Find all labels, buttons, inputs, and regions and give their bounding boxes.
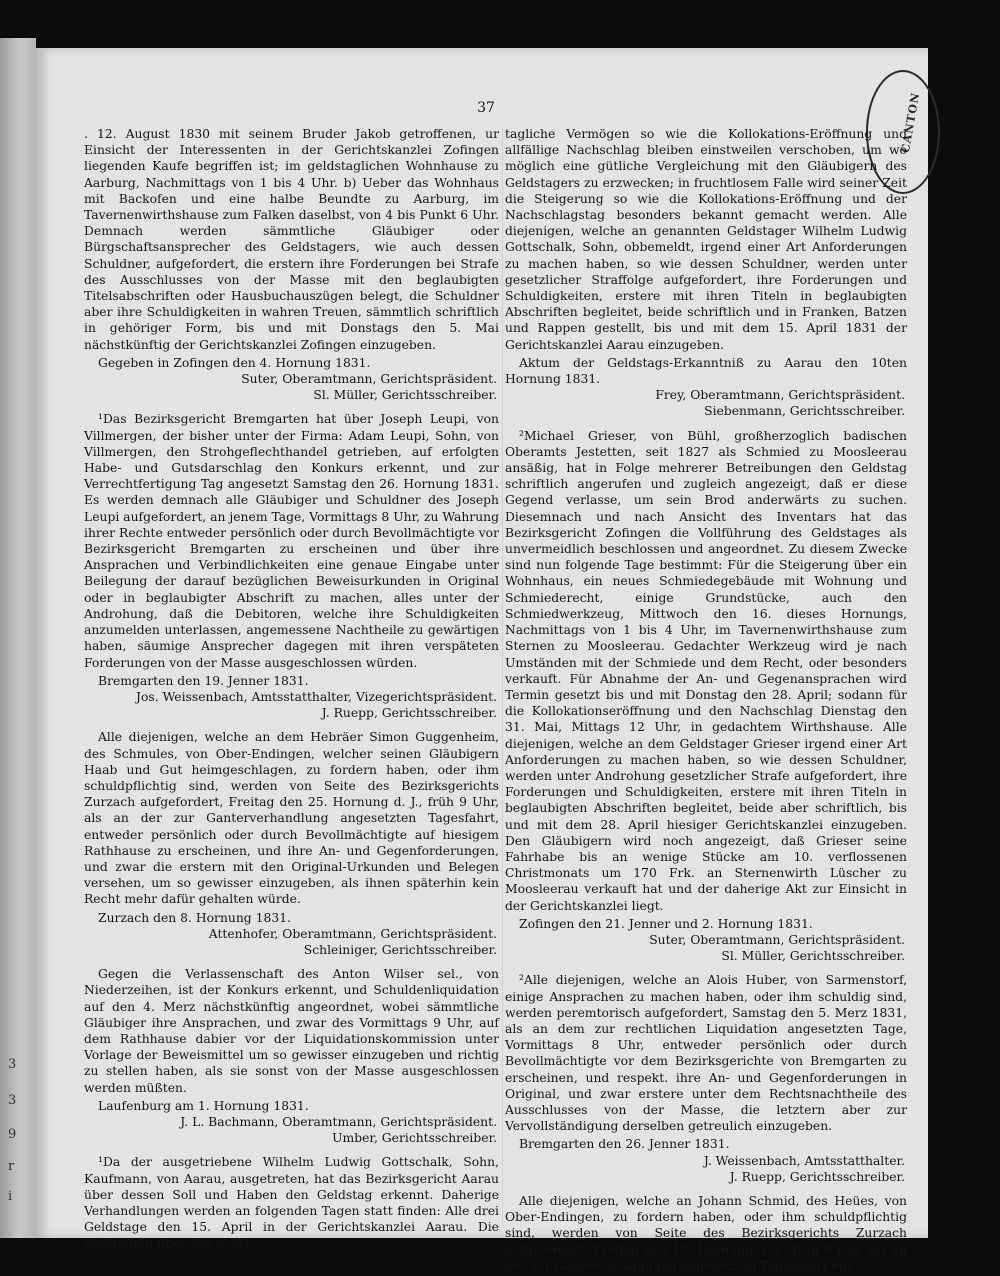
notice-signature: Sl. Müller, Gerichtsschreiber. bbox=[721, 949, 905, 964]
document-page bbox=[36, 48, 928, 1273]
notice-signature: Umber, Gerichtsschreiber. bbox=[332, 1131, 497, 1146]
notice-dateline: Bremgarten den 26. Jenner 1831. bbox=[519, 1137, 730, 1152]
notice-signature: Suter, Oberamtmann, Gerichtspräsident. bbox=[649, 932, 905, 947]
right-column bbox=[505, 126, 907, 1276]
notice-signature: J. L. Bachmann, Oberamtmann, Gerichtspräsident. bbox=[180, 1114, 497, 1129]
notice-signature: Suter, Oberamtmann, Gerichtspräsident. bbox=[241, 372, 497, 387]
notice-paragraph: ²Alle diejenigen, welche an Alois Huber, von Sarmenstorf, einige Ansprachen zu machen haben, oder ihm schuldig sind, werden peremtorisch aufgefordert, Samstag den 5. Merz 1831, als an dem zur rechtlichen Liquidation angesetzten Tage, Vormittags 8 Uhr, entweder persönlich oder durch Bevollmächtigte vor dem Bezirksgerichte von Bremgarten zu erscheinen, und respekt. ihre An- und Gegenforderungen in Original, und zwar erstere unter dem Rechtsnachtheile des Ausschlusses von der Masse, die letztern aber zur Vervollständigung derselben getreulich einzugeben. bbox=[505, 973, 907, 1134]
margin-fragment: i bbox=[8, 1189, 13, 1204]
notice-paragraph: Alle diejenigen, welche an Johann Schmid, des Heües, von Ober-Endingen, zu fordern haben, oder ihm schuldpflichtig sind, werden von Seite des Bezirksgerichts Zurzach aufgefordert, Freitag den 18. Hornung d. J., früh 9 Uhr, als an der zur Ganterverhandlung angesetzten Tagesfahrt ent- bbox=[505, 1194, 907, 1273]
notice-dateline: Gegeben in Zofingen den 4. Hornung 1831. bbox=[98, 355, 371, 370]
section-gap bbox=[505, 964, 907, 972]
notice-signature: Attenhofer, Oberamtmann, Gerichtspräsident. bbox=[208, 926, 497, 941]
notice-paragraph: Gegen die Verlassenschaft des Anton Wilser sel., von Niederzeihen, ist der Konkurs erkennt, und Schuldenliquidation auf den 4. Merz nächstkünftig angeordnet, wobei sämmtliche Gläubiger ihre Ansprachen, und zwar des Vormittags 9 Uhr, auf dem Rathhause dabier vor der Liquidationskommission unter Vorlage der Beweismittel um so gewisser einzugeben und richtig zu stellen haben, als sie sonst von der Masse ausgeschlossen werden müßten. bbox=[84, 967, 499, 1095]
notice-signature: J. Weissenbach, Amtsstatthalter. bbox=[703, 1153, 905, 1168]
stamp-text: CANTON bbox=[898, 91, 923, 154]
notice-dateline: Laufenburg am 1. Hornung 1831. bbox=[98, 1098, 309, 1113]
notice-paragraph: ¹Das Bezirksgericht Bremgarten hat über Joseph Leupi, von Villmergen, der bisher unter der Firma: Adam Leupi, Sohn, von Villmergen, den Strohgeflechthandel getrieben, auf erfolgten Habe- und Gutsdarschlag den Konkurs erkennt, und zur Verrechtfertigung Tag angesetzt Samstag den 26. Hornung 1831. Es werden demnach alle Gläubiger und Schuldner des Joseph Leupi aufgefordert, an jenem Tage, Vormittags 8 Uhr, zu Wahrung ihrer Rechte entweder persönlich oder durch Bevollmächtigte vor Bezirksgericht Bremgarten zu erscheinen und über ihre Ansprachen und Verbindlichkeiten eine genaue Eingabe unter Beilegung der darauf bezüglichen Beweisurkunden in Original oder in beglaubigter Abschrift zu machen, alles unter der Androhung, daß die Debitoren, welche ihre Schuldigkeiten anzumelden unterlassen, angemessene Nachtheile zu gewärtigen haben, säumige Ansprecher dagegen mit ihren verspäteten Forderungen von der Masse ausgeschlossen würden. bbox=[84, 412, 499, 670]
section-gap bbox=[505, 1185, 907, 1193]
notice-dateline: Bremgarten den 19. Jenner 1831. bbox=[98, 673, 309, 688]
section-gap bbox=[84, 958, 499, 966]
notice-dateline: Zurzach den 8. Hornung 1831. bbox=[98, 910, 291, 925]
notice-signature: J. Ruepp, Gerichtsschreiber. bbox=[729, 1169, 905, 1184]
adjacent-page-edge bbox=[0, 38, 36, 1238]
section-gap bbox=[84, 403, 499, 411]
notice-paragraph: tagliche Vermögen so wie die Kollokations-Eröffnung und allfällige Nachschlag bleiben einstweilen verschoben, um wo möglich eine gütliche Vergleichung mit den Gläubigern des Geldstagers zu erzwecken; in fruchtlosem Falle wird seiner Zeit die Steigerung so wie die Kollokations-Eröffnung und der Nachschlagstag besonders bekannt gemacht werden. Alle diejenigen, welche an genannten Geldstager Wilhelm Ludwig Gottschalk, Sohn, obbemeldt, irgend einer Art Anforderungen zu machen haben, so wie dessen Schuldner, werden unter gesetzlicher Straffolge aufgefordert, ihre Forderungen und Schuldigkeiten, erstere mit ihren Titeln in beglaubigten Abschriften begleitet, beide schriftlich und in Franken, Batzen und Rappen gestellt, bis und mit dem 15. April 1831 der Gerichtskanzlei Aarau einzugeben. bbox=[505, 127, 907, 352]
left-column bbox=[84, 126, 499, 1254]
section-gap bbox=[84, 1146, 499, 1154]
page-number: 37 bbox=[477, 100, 495, 116]
notice-signature: Schleiniger, Gerichtsschreiber. bbox=[303, 942, 497, 957]
margin-fragment: 3 bbox=[8, 1057, 17, 1072]
notice-dateline: Aktum der Geldstags-Erkanntniß zu Aarau den 10ten Hornung 1831. bbox=[505, 355, 907, 387]
notice-signature: Frey, Oberamtmann, Gerichtspräsident. bbox=[655, 388, 905, 403]
notice-dateline: Zofingen den 21. Jenner und 2. Hornung 1831. bbox=[519, 916, 813, 931]
notice-paragraph: ¹Da der ausgetriebene Wilhelm Ludwig Gottschalk, Sohn, Kaufmann, von Aarau, ausgetreten, hat das Bezirksgericht Aarau über dessen Soll und Haben den Geldstag erkennt. Daherige Verhandlungen werden an folgenden Tagen statt finden: Alle drei Geldstage den 15. April in der Gerichtskanzlei Aarau. Die Steigerung über das gelds- bbox=[84, 1155, 499, 1251]
section-gap bbox=[505, 420, 907, 428]
section-gap bbox=[84, 721, 499, 729]
notice-signature: J. Ruepp, Gerichtsschreiber. bbox=[321, 706, 497, 721]
notice-paragraph: Alle diejenigen, welche an dem Hebräer Simon Guggenheim, des Schmules, von Ober-Endingen, welcher seinen Gläubigern Haab und Gut heimgeschlagen, zu fordern haben, oder ihm schuldpflichtig sind, werden von Seite des Bezirksgerichts Zurzach aufgefordert, Freitag den 25. Hornung d. J., früh 9 Uhr, als an der zur Ganterverhandlung angesetzten Tagesfahrt, entweder persönlich oder durch Bevollmächtigte auf hiesigem Rathhause zu erscheinen, und ihre An- und Gegenforderungen, und zwar die erstern mit den Original-Urkunden und Belegen versehen, um so gewisser einzugeben, als ihnen späterhin kein Recht mehr dafür gehalten würde. bbox=[84, 730, 499, 907]
margin-fragment: r bbox=[8, 1159, 15, 1174]
notice-paragraph: . 12. August 1830 mit seinem Bruder Jakob getroffenen, ur Einsicht der Interessenten in der Gerichtskanzlei Zofingen liegenden Kaufe begriffen ist; im geldstaglichen Wohnhause zu Aarburg, Nachmittags von 1 bis 4 Uhr. b) Ueber das Wohnhaus mit Backofen und eine halbe Beundte zu Aarburg, im Tavernenwirthshause zum Falken daselbst, von 4 bis Punkt 6 Uhr. Demnach werden sämmtliche Gläubiger oder Bürgschaftsansprecher des Geldstagers, wie auch dessen Schuldner, aufgefordert, die erstern ihre Forderungen bei Strafe des Ausschlusses von der Masse mit den beglaubigten Titelsabschriften oder Hausbuchauszügen belegt, die Schuldner aber ihre Schuldigkeiten in wahren Treuen, sämmtlich schriftlich in gehöriger Form, bis und mit Donstags den 5. Mai nächstkünftig der Gerichtskanzlei Zofingen einzugeben. bbox=[84, 127, 499, 352]
notice-signature: Sl. Müller, Gerichtsschreiber. bbox=[313, 388, 497, 403]
notice-signature: Siebenmann, Gerichtsschreiber. bbox=[704, 404, 905, 419]
margin-fragment: 3 bbox=[8, 1093, 17, 1108]
margin-fragment: 9 bbox=[8, 1127, 17, 1142]
notice-paragraph: ²Michael Grieser, von Bühl, großherzoglich badischen Oberamts Jestetten, seit 1827 als Schmied zu Moosleerau ansäßig, hat in Folge mehrerer Betreibungen den Geldstag schriftlich angerufen und zugleich angezeigt, daß er diese Gegend verlasse, um sein Brod anderwärts zu suchen. Diesemnach und nach Ansicht des Inventars hat das Bezirksgericht Zofingen die Vollführung des Geldstages als unvermeidlich beschlossen und angeordnet. Zu diesem Zwecke sind nun folgende Tage bestimmt: Für die Steigerung über ein Wohnhaus, ein neues Schmiedegebäude mit Wohnung und Schmiederecht, einige Grundstücke, auch den Schmiedwerkzeug, Mittwoch den 16. dieses Hornungs, Nachmittags von 1 bis 4 Uhr, im Tavernenwirthshause zum Sternen zu Moosleerau. Gedachter Werkzeug wird je nach Umständen mit der Schmiede und dem Recht, oder besonders verkauft. Für Abnahme der An- und Gegenansprachen wird Termin gesetzt bis und mit Donstag den 28. April; sodann für die Kollokationseröffnung und den Nachschlag Dienstag den 31. Mai, Mittags 12 Uhr, in gedachtem Wirthshause. Alle diejenigen, welche an dem Geldstager Grieser irgend einer Art Anforderungen zu machen haben, so wie dessen Schuldner, werden unter Androhung gesetzlicher Strafe aufgefordert, ihre Forderungen und Schuldigkeiten, erstere mit ihren Titeln in beglaubigten Abschriften begleitet, beide aber schriftlich, bis und mit dem 28. April hiesiger Gerichtskanzlei einzugeben. Den Gläubigern wird noch angezeigt, daß Grieser seine Fahrhabe bis an wenige Stücke am 10. verflossenen Christmonats um 170 Frk. an Sternenwirth Lüscher zu Moosleerau verkauft hat und der daherige Akt zur Einsicht in der Gerichtskanzlei liegt. bbox=[505, 428, 907, 913]
notice-signature: Jos. Weissenbach, Amtsstatthalter, Vizegerichtspräsident. bbox=[136, 689, 497, 704]
